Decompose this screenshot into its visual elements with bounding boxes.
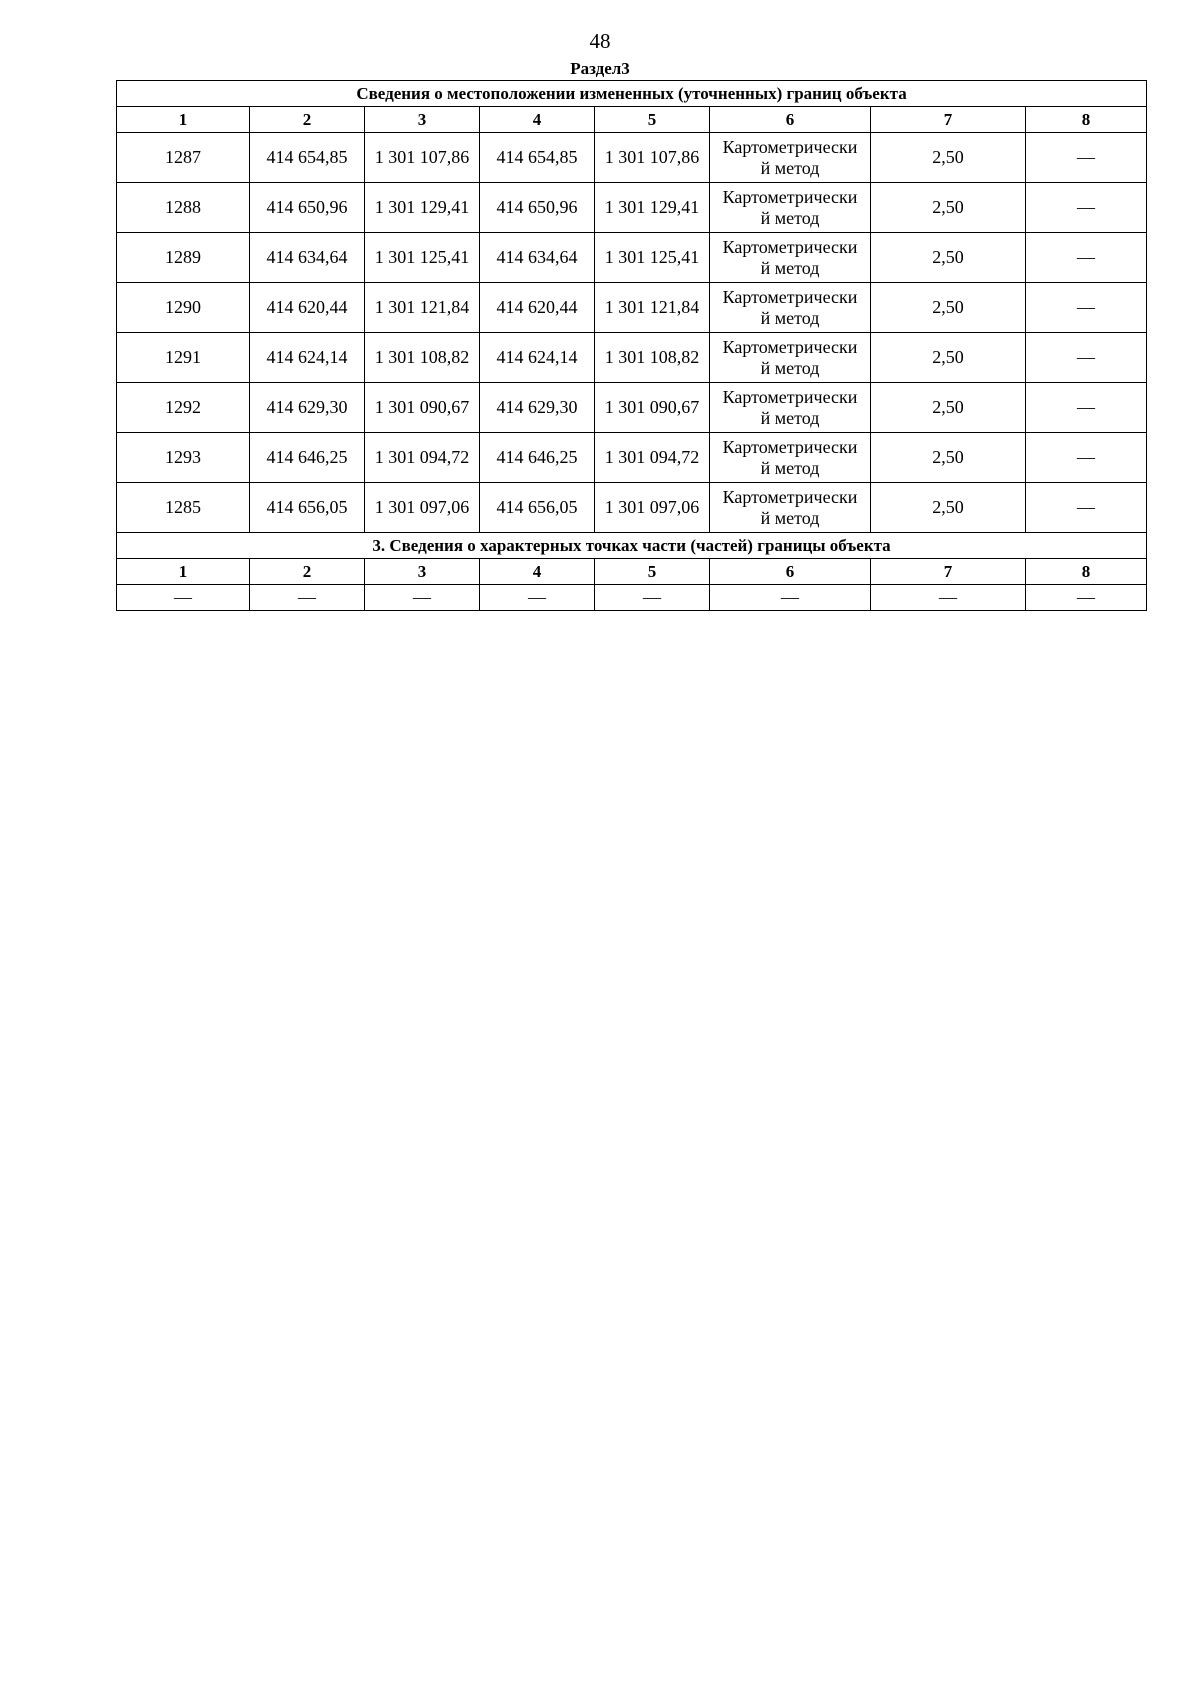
method-text-line: Картометрически: [722, 186, 858, 207]
x-coordinate-old: 414 634,64: [250, 233, 365, 283]
y-coordinate-old: 1 301 090,67: [365, 383, 480, 433]
boundary-table: [116, 80, 1147, 611]
x-coordinate-new: 414 646,25: [480, 433, 595, 483]
accuracy-cell: 2,50: [871, 383, 1026, 433]
empty-cell: —: [595, 585, 710, 611]
method-text-line: й метод: [760, 357, 820, 378]
caption-row: [117, 81, 1147, 107]
y-coordinate-new: 1 301 129,41: [595, 183, 710, 233]
empty-cell: —: [480, 585, 595, 611]
point-cell: 1290: [117, 283, 250, 333]
column-number: 8: [1026, 559, 1147, 585]
column-number: 2: [250, 559, 365, 585]
y-coordinate-old: 1 301 108,82: [365, 333, 480, 383]
method-text-line: Картометрически: [722, 436, 858, 457]
y-coordinate-old: 1 301 125,41: [365, 233, 480, 283]
y-coordinate-old: 1 301 129,41: [365, 183, 480, 233]
method-cell: [710, 383, 871, 433]
method-text-line: Картометрически: [722, 486, 858, 507]
method-cell: [710, 433, 871, 483]
x-coordinate-new: 414 654,85: [480, 133, 595, 183]
method-text-line: й метод: [760, 507, 820, 528]
method-text-line: й метод: [760, 457, 820, 478]
table-row: [117, 333, 1147, 383]
table-row: [117, 483, 1147, 533]
column-number: 7: [871, 559, 1026, 585]
method-cell: [710, 133, 871, 183]
note-cell: —: [1026, 233, 1147, 283]
point-cell: 1288: [117, 183, 250, 233]
empty-row: [117, 585, 1147, 611]
method-text-line: Картометрически: [722, 286, 858, 307]
column-number: 7: [871, 107, 1026, 133]
accuracy-cell: 2,50: [871, 333, 1026, 383]
y-coordinate-old: 1 301 094,72: [365, 433, 480, 483]
x-coordinate-old: 414 624,14: [250, 333, 365, 383]
y-coordinate-new: 1 301 125,41: [595, 233, 710, 283]
x-coordinate-new: 414 620,44: [480, 283, 595, 333]
point-cell: 1287: [117, 133, 250, 183]
column-number-row: [117, 107, 1147, 133]
column-number: 1: [117, 107, 250, 133]
note-cell: —: [1026, 133, 1147, 183]
x-coordinate-old: 414 646,25: [250, 433, 365, 483]
x-coordinate-old: 414 656,05: [250, 483, 365, 533]
column-number: 4: [480, 107, 595, 133]
x-coordinate-new: 414 624,14: [480, 333, 595, 383]
y-coordinate-old: 1 301 097,06: [365, 483, 480, 533]
y-coordinate-old: 1 301 107,86: [365, 133, 480, 183]
point-cell: 1292: [117, 383, 250, 433]
empty-cell: —: [250, 585, 365, 611]
column-number: 3: [365, 107, 480, 133]
method-text-line: Картометрически: [722, 136, 858, 157]
y-coordinate-new: 1 301 097,06: [595, 483, 710, 533]
table-body: [117, 81, 1147, 611]
table-caption-2: 3. Сведения о характерных точках части (частей) границы объекта: [117, 533, 1147, 559]
x-coordinate-new: 414 650,96: [480, 183, 595, 233]
table-caption-1: Сведения о местоположении измененных (уточненных) границ объекта: [117, 81, 1147, 107]
accuracy-cell: 2,50: [871, 133, 1026, 183]
method-cell: [710, 183, 871, 233]
column-number: 2: [250, 107, 365, 133]
note-cell: —: [1026, 333, 1147, 383]
point-cell: 1285: [117, 483, 250, 533]
point-cell: 1293: [117, 433, 250, 483]
method-text-line: й метод: [760, 157, 820, 178]
method-text-line: й метод: [760, 307, 820, 328]
y-coordinate-new: 1 301 108,82: [595, 333, 710, 383]
x-coordinate-new: 414 656,05: [480, 483, 595, 533]
empty-cell: —: [1026, 585, 1147, 611]
y-coordinate-new: 1 301 094,72: [595, 433, 710, 483]
x-coordinate-old: 414 620,44: [250, 283, 365, 333]
note-cell: —: [1026, 283, 1147, 333]
empty-cell: —: [117, 585, 250, 611]
column-number: 4: [480, 559, 595, 585]
accuracy-cell: 2,50: [871, 283, 1026, 333]
method-text-line: й метод: [760, 207, 820, 228]
column-number: 8: [1026, 107, 1147, 133]
table-row: [117, 233, 1147, 283]
caption-row-2: [117, 533, 1147, 559]
column-number: 5: [595, 559, 710, 585]
method-text-line: й метод: [760, 407, 820, 428]
empty-cell: —: [710, 585, 871, 611]
section-title: Раздел3: [570, 59, 630, 78]
y-coordinate-new: 1 301 107,86: [595, 133, 710, 183]
x-coordinate-old: 414 654,85: [250, 133, 365, 183]
accuracy-cell: 2,50: [871, 483, 1026, 533]
accuracy-cell: 2,50: [871, 233, 1026, 283]
method-text-line: Картометрически: [722, 336, 858, 357]
table-row: [117, 433, 1147, 483]
table-row: [117, 283, 1147, 333]
column-number: 3: [365, 559, 480, 585]
column-number-row-2: [117, 559, 1147, 585]
column-number: 1: [117, 559, 250, 585]
point-cell: 1289: [117, 233, 250, 283]
point-cell: 1291: [117, 333, 250, 383]
x-coordinate-old: 414 629,30: [250, 383, 365, 433]
empty-cell: —: [365, 585, 480, 611]
method-cell: [710, 333, 871, 383]
empty-cell: —: [871, 585, 1026, 611]
note-cell: —: [1026, 383, 1147, 433]
table-row: [117, 183, 1147, 233]
method-text-line: Картометрически: [722, 236, 858, 257]
column-number: 6: [710, 559, 871, 585]
y-coordinate-new: 1 301 090,67: [595, 383, 710, 433]
accuracy-cell: 2,50: [871, 433, 1026, 483]
note-cell: —: [1026, 483, 1147, 533]
column-number: 6: [710, 107, 871, 133]
column-number: 5: [595, 107, 710, 133]
method-cell: [710, 283, 871, 333]
y-coordinate-old: 1 301 121,84: [365, 283, 480, 333]
method-text-line: й метод: [760, 257, 820, 278]
method-text-line: Картометрически: [722, 386, 858, 407]
table-row: [117, 383, 1147, 433]
accuracy-cell: 2,50: [871, 183, 1026, 233]
page-number: 48: [589, 29, 611, 53]
y-coordinate-new: 1 301 121,84: [595, 283, 710, 333]
note-cell: —: [1026, 433, 1147, 483]
x-coordinate-old: 414 650,96: [250, 183, 365, 233]
method-cell: [710, 483, 871, 533]
table-row: [117, 133, 1147, 183]
method-cell: [710, 233, 871, 283]
x-coordinate-new: 414 634,64: [480, 233, 595, 283]
note-cell: —: [1026, 183, 1147, 233]
x-coordinate-new: 414 629,30: [480, 383, 595, 433]
